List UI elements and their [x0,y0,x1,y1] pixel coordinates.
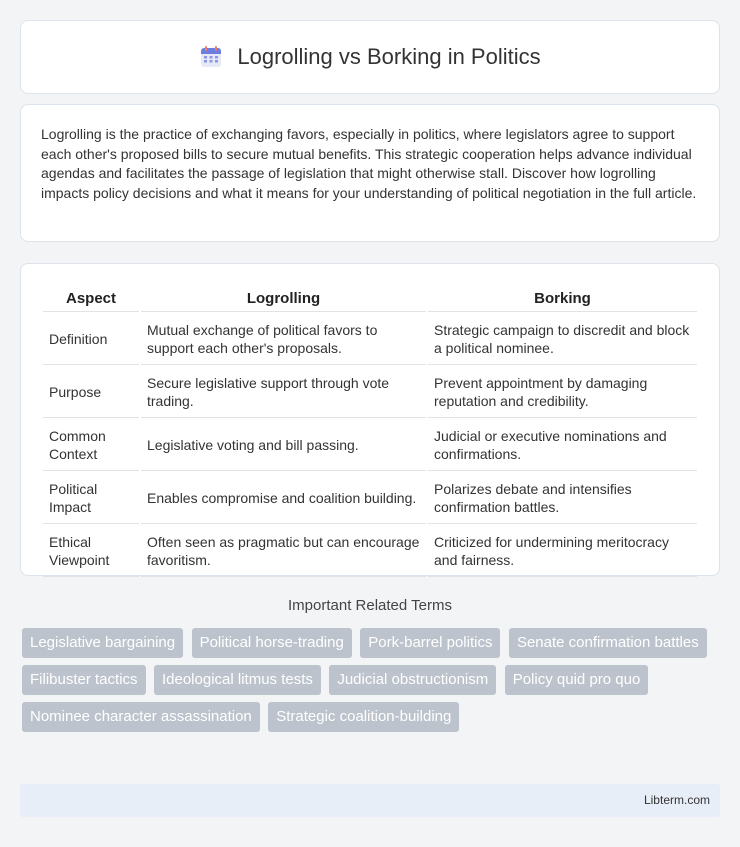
calendar-icon [199,45,223,69]
related-term-tag[interactable]: Ideological litmus tests [154,665,321,695]
table-row [43,473,697,524]
row-logrolling: Mutual exchange of political favors to support each other's proposals. [141,314,426,365]
related-term-tag[interactable]: Senate confirmation battles [509,628,707,658]
row-aspect: Purpose [43,367,139,418]
related-term-tag[interactable]: Legislative bargaining [22,628,183,658]
related-term-tag[interactable]: Policy quid pro quo [505,665,649,695]
row-borking: Judicial or executive nominations and confirmations. [428,420,697,471]
intro-card [20,104,720,242]
header-borking: Borking [428,286,697,312]
related-term-tag[interactable]: Judicial obstructionism [329,665,496,695]
title-card [20,20,720,94]
row-borking: Strategic campaign to discredit and block a political nominee. [428,314,697,365]
row-logrolling: Legislative voting and bill passing. [141,420,426,471]
row-logrolling: Secure legislative support through vote trading. [141,367,426,418]
header-logrolling: Logrolling [141,286,426,312]
footer [20,784,720,817]
row-aspect: Common Context [43,420,139,471]
table-row [43,420,697,471]
related-term-tag[interactable]: Filibuster tactics [22,665,146,695]
table-row [43,367,697,418]
table-header-row [43,286,697,312]
table-row [43,526,697,577]
related-term-tag[interactable]: Pork-barrel politics [360,628,500,658]
row-aspect: Ethical Viewpoint [43,526,139,577]
related-term-tag[interactable]: Political horse-trading [192,628,352,658]
page-title: Logrolling vs Borking in Politics [237,44,541,69]
row-logrolling: Enables compromise and coalition building. [141,473,426,524]
comparison-table-card [20,263,720,576]
row-aspect: Political Impact [43,473,139,524]
comparison-table [41,284,699,579]
footer-site-link[interactable]: Libterm.com [643,793,710,807]
row-borking: Prevent appointment by damaging reputation and credibility. [428,367,697,418]
row-borking: Polarizes debate and intensifies confirmation battles. [428,473,697,524]
row-borking: Criticized for undermining meritocracy and fairness. [428,526,697,577]
table-row [43,314,697,365]
related-term-tag[interactable]: Nominee character assassination [22,702,260,732]
related-terms-title: Important Related Terms [288,597,452,614]
related-term-tag[interactable]: Strategic coalition-building [268,702,459,732]
related-terms-list [22,628,722,739]
header-aspect: Aspect [43,286,139,312]
intro-text: Logrolling is the practice of exchanging favors, especially in politics, where legislators agree to support each other's proposed bills to secure mutual benefits. This strategic cooperation helps advance individual agendas and facilitates the passage of legislation that might otherwise stall. Discover how logrolling impacts policy decisions and what it means for your understanding of political negotiation in the full article. [41,126,697,201]
row-aspect: Definition [43,314,139,365]
row-logrolling: Often seen as pragmatic but can encourage favoritism. [141,526,426,577]
